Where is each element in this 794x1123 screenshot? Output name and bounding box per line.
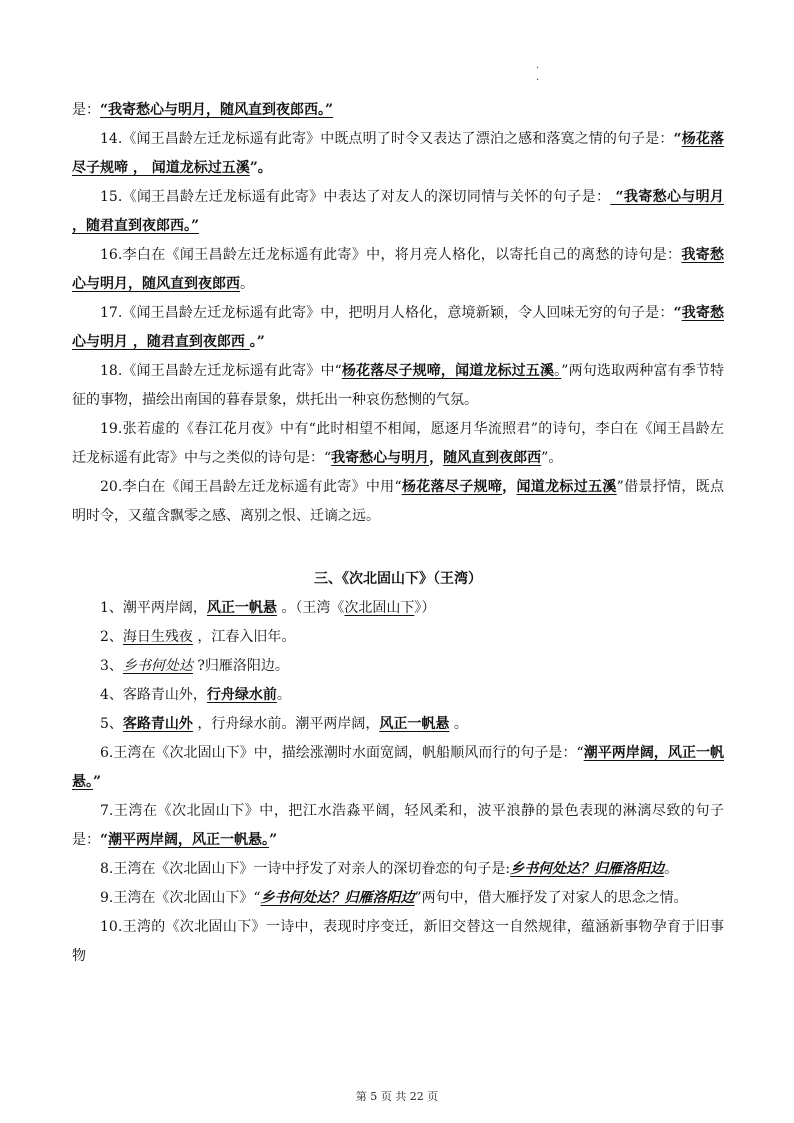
question-text: ”借景抒情，既点明时令，又蕴含飘零之感、离别之恨、迁谪之远。 [72,479,724,524]
paragraph-line [72,299,724,357]
question-text: ”。 [541,450,563,466]
question-text: “ [100,832,109,848]
question-text: 。（王湾《 [276,600,345,616]
answer-text: “我寄愁心与明月 ，随君直到夜郎西。” [72,189,724,234]
answer-text: 次北固山下 [344,600,415,616]
question-text: “ [673,305,682,321]
paragraph-line [72,913,724,971]
paragraph-line [72,415,724,473]
paragraph-line [72,739,724,797]
header-dots [536,60,539,84]
question-text: 是： [72,102,100,118]
question-text: 。” [249,334,265,350]
question-text: 。 [240,276,254,292]
question-text: ，江春入旧年。 [192,629,296,645]
page-footer: 第 5 页 共 22 页 [355,1090,439,1103]
question-text: ”两句中，借大雁抒发了对家人的思念之情。 [414,890,688,906]
question-text: 2、 [100,629,123,645]
question-text: 4、客路青山外， [100,687,207,703]
question-text: 。 [664,861,679,877]
answer-text: 客路青山外 [122,716,193,732]
question-text: 5、 [100,716,123,732]
answer-text: 潮平两岸阔，风正一帆悬。 [72,745,725,790]
paragraph-line [72,652,724,681]
paragraph-line [72,797,724,855]
paragraph-line [72,594,724,623]
answer-text: 。 [554,363,562,379]
question-text: ?归雁洛阳边。 [192,658,289,674]
answer-text: “我寄愁心与明月，随风直到夜郎西。” [100,102,334,118]
answer-text: 杨花落尽子规啼，闻道龙标过五溪 [341,363,555,379]
answer-text: 我寄愁心与明月，随风直到夜郎西 [72,247,724,292]
paragraph-line [72,241,724,299]
answer-text: 杨花落尽子规啼 ， 闻道龙标过五溪 [72,131,725,176]
paragraph-line [72,681,724,710]
question-text: 14.《闻王昌龄左迁龙标遥有此寄》中既点明了时令又表达了漂泊之感和落寞之情的句子是： [100,131,674,147]
question-text: “ [673,131,682,147]
question-text: 17.《闻王昌龄左迁龙标遥有此寄》中，把明月人格化，意境新颖，令人回味无穷的句子是： [100,305,674,321]
paragraph-line [72,710,724,739]
paragraph-line [72,125,724,183]
answer-text: 我寄愁心与明月 ，随君直到夜郎西 [72,305,725,350]
section-heading: 三、《次北固山下》（王湾） [314,571,482,587]
question-text: ， [502,479,517,495]
section-li-bai-questions [72,96,724,531]
question-text: 16.李白在《闻王昌龄左迁龙标遥有此寄》中，将月亮人格化，以寄托自己的离愁的诗句是： [100,247,682,263]
question-text: 8.王湾在《次北固山下》一诗中抒发了对亲人的深切眷恋的句子是: [100,861,511,877]
question-text: 3、 [100,658,123,674]
answer-text: 杨花落尽子规啼 [401,479,503,495]
question-text: ” [269,832,278,848]
answer-text: 闻道龙标过五溪 [516,479,617,495]
question-text: 15.《闻王昌龄左迁龙标遥有此寄》中表达了对友人的深切同情与关怀的句子是： [100,189,611,205]
answer-text: 风正一帆悬 [379,716,450,732]
answer-text: 我寄愁心与明月 [331,450,430,466]
question-text: 10.王湾的《次北固山下》一诗中，表现时序变迁，新旧交替这一自然规律，蕴涵新事物孕育于旧事物 [72,919,724,964]
question-text: ”两句选取两种富有季节特征的事物，描绘出南国的暮春景象，烘托出一种哀伤愁恻的气氛。 [72,363,725,408]
paragraph-line [72,473,724,531]
paragraph-line [72,623,724,652]
question-text: ”。 [249,160,272,176]
paragraph-line [72,96,724,125]
answer-text: 潮平两岸阔，风正一帆悬。 [108,832,270,848]
question-text: 6.王湾在《次北固山下》中，描绘涨潮时水面宽阔，帆船顺风而行的句子是：“ [100,745,584,761]
question-text: 9.王湾在《次北固山下》“ [100,890,261,906]
header-dot: . [536,60,540,71]
paragraph-line [72,884,724,913]
answer-text: 海日生残夜 [122,629,193,645]
header-dot: . [536,72,540,83]
question-text: ， [429,450,444,466]
question-text: 。 [449,716,468,732]
question-text: 19.张若虚的《春江花月夜》中有“此时相望不相闻，愿逐月华流照君”的诗句，李白在《闻王昌龄左迁龙标遥有此寄》中与之类似的诗句是：“ [72,421,724,466]
question-text: ，行舟绿水前。潮平两岸阔， [192,716,380,732]
answer-text: 乡书何处达 [122,658,193,674]
question-text: 1、潮平两岸阔， [100,600,207,616]
answer-text: 乡书何处达？归雁洛阳边 [260,890,415,906]
answer-text: 行舟绿水前 [206,687,277,703]
answer-text: 风正一帆悬 [206,600,277,616]
question-text: 20.李白在《闻王昌龄左迁龙标遥有此寄》中用“ [100,479,402,495]
paragraph-line [72,357,724,415]
section-wang-wan-questions [72,594,724,971]
answer-text: 乡书何处达？归雁洛阳边 [510,861,665,877]
page-content [72,96,724,971]
paragraph-line [72,855,724,884]
question-text: 》） [414,600,436,616]
answer-text: 随风直到夜郎西 [443,450,542,466]
question-text: ” [93,774,102,790]
question-text: 。 [276,687,291,703]
question-text: 18.《闻王昌龄左迁龙标遥有此寄》中“ [100,363,342,379]
paragraph-line [72,183,724,241]
question-text: 7.王湾在《次北固山下》中，把江水浩淼平阔，轻风柔和，波平浪静的景色表现的淋漓尽致的句子是： [72,803,724,848]
